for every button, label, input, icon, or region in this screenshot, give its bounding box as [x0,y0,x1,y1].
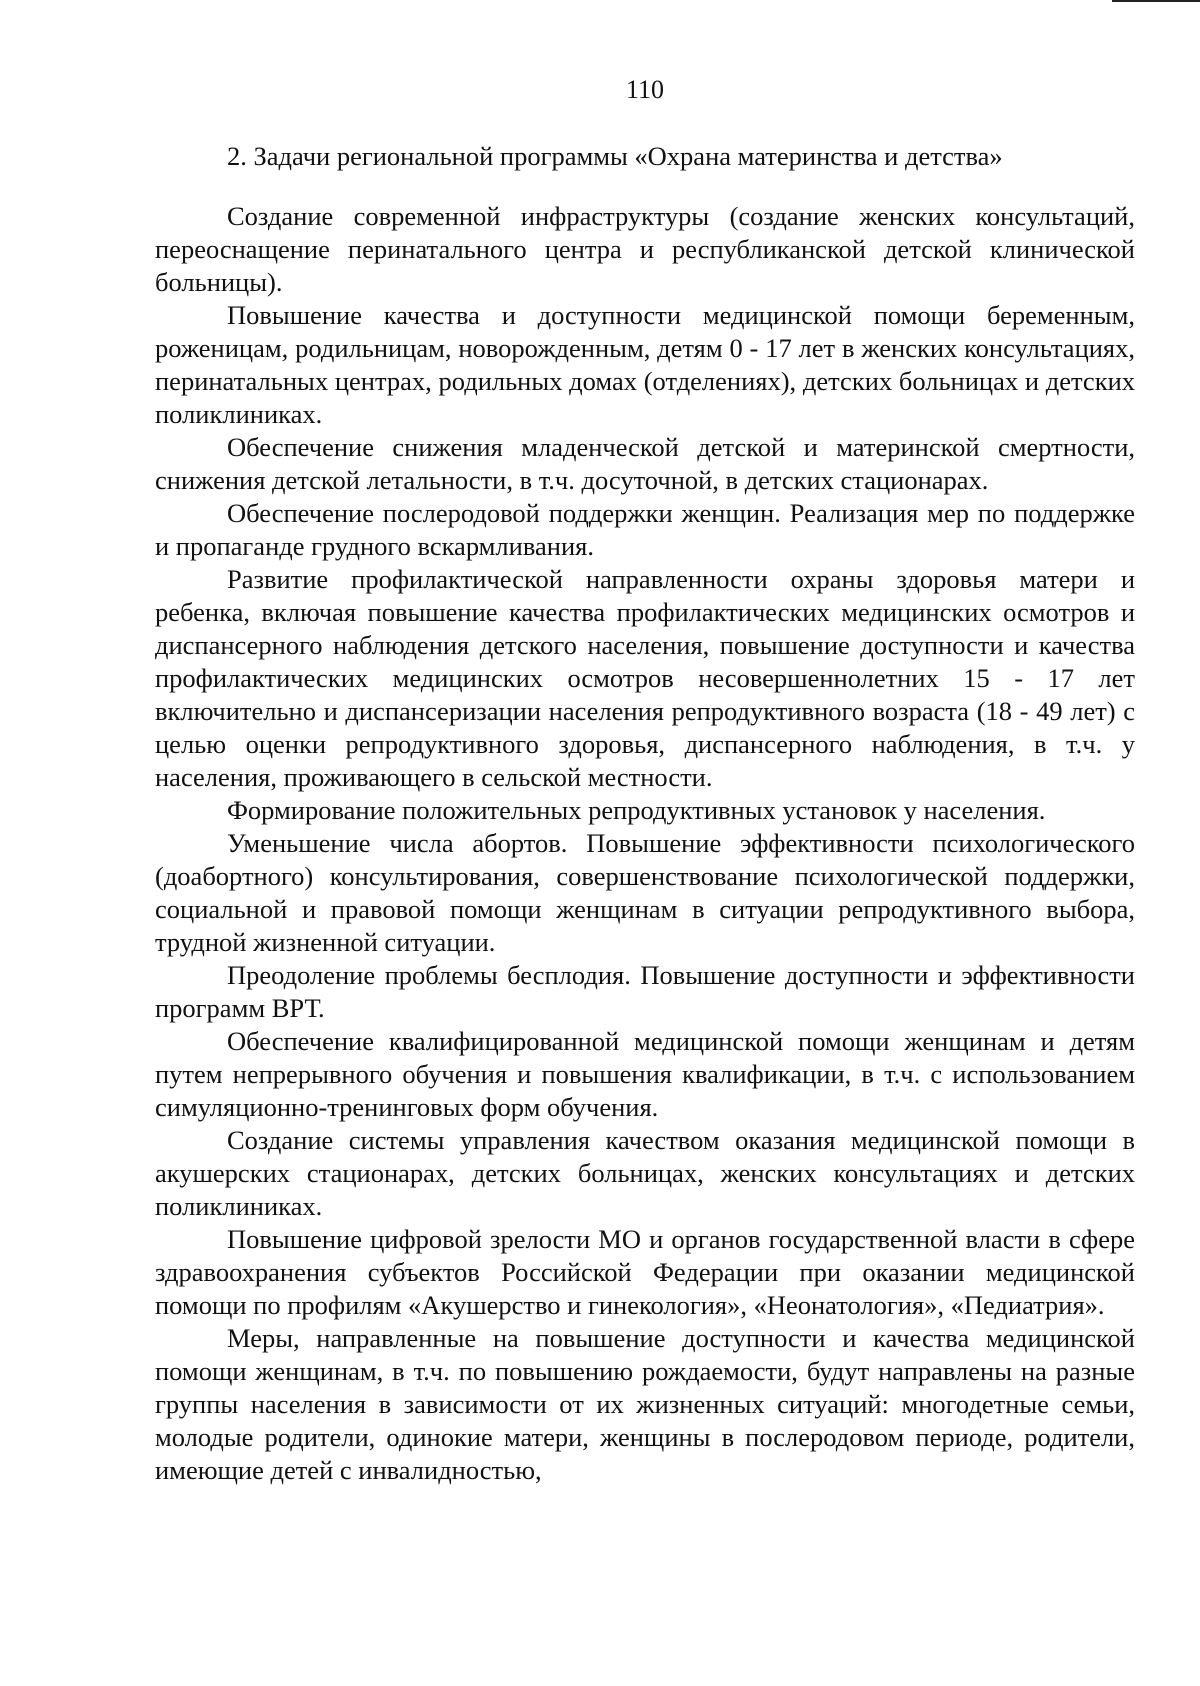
top-edge-rule [1112,0,1200,2]
paragraph-infertility: Преодоление проблемы бесплодия. Повышение доступности и эффективности программ ВРТ. [155,960,1135,1023]
paragraph-digital-maturity: Повышение цифровой зрелости МО и органов государственной власти в сфере здравоохранения субъектов Российской Федерации при оказании медицинской помощи по профилям «Акушерство и гинекология», «Неонатология», «Педиатрия». [155,1224,1135,1320]
paragraph-quality-management: Создание системы управления качеством оказания медицинской помощи в акушерских стационарах, детских больницах, женских консультациях и детских поликлиниках. [155,1125,1135,1221]
paragraph-target-groups: Меры, направленные на повышение доступности и качества медицинской помощи женщинам, в т.ч. по повышению рождаемости, будут направлены на разные группы населения в зависимости от их жизненных ситуаций: многодетные семьи, молодые родители, одинокие матери, женщины в послеродовом периоде, родители, имеющие детей с инвалидностью, [155,1323,1135,1485]
paragraph-infrastructure: Создание современной инфраструктуры (создание женских консультаций, переоснащение перинатального центра и республиканской детской клинической больницы). [155,201,1135,297]
section-title: 2. Задачи региональной программы «Охрана материнства и детства» [227,141,1003,171]
paragraph-reproductive-attitudes: Формирование положительных репродуктивных установок у населения. [227,795,1046,825]
paragraph-prevention: Развитие профилактической направленности охраны здоровья матери и ребенка, включая повышение качества профилактических медицинских осмотров и диспансерного наблюдения детского населения, повышение доступности и качества профилактических медицинских осмотров несовершеннолетних 15 - 17 лет включительно и диспансеризации населения репродуктивного возраста (18 - 49 лет) с целью оценки репродуктивного здоровья, диспансерного наблюдения, в т.ч. у населения, проживающего в сельской местности. [155,564,1135,792]
document-page [155,70,1135,1487]
page-number: 110 [625,75,665,104]
paragraph-abortions: Уменьшение числа абортов. Повышение эффективности психологического (доабортного) консультирования, совершенствование психологической поддержки, социальной и правовой помощи женщинам в ситуации репродуктивного выбора, трудной жизненной ситуации. [155,828,1135,957]
paragraph-postnatal-support: Обеспечение послеродовой поддержки женщин. Реализация мер по поддержке и пропаганде грудного вскармливания. [155,498,1135,561]
paragraph-mortality: Обеспечение снижения младенческой детской и материнской смертности, снижения детской летальности, в т.ч. досуточной, в детских стационарах. [155,432,1135,495]
paragraph-care-quality: Повышение качества и доступности медицинской помощи беременным, роженицам, родильницам, новорожденным, детям 0 - 17 лет в женских консультациях, перинатальных центрах, родильных домах (отделениях), детских больницах и детских поликлиниках. [155,300,1135,429]
paragraph-training: Обеспечение квалифицированной медицинской помощи женщинам и детям путем непрерывного обучения и повышения квалификации, в т.ч. с использованием симуляционно-тренинговых форм обучения. [155,1026,1135,1122]
